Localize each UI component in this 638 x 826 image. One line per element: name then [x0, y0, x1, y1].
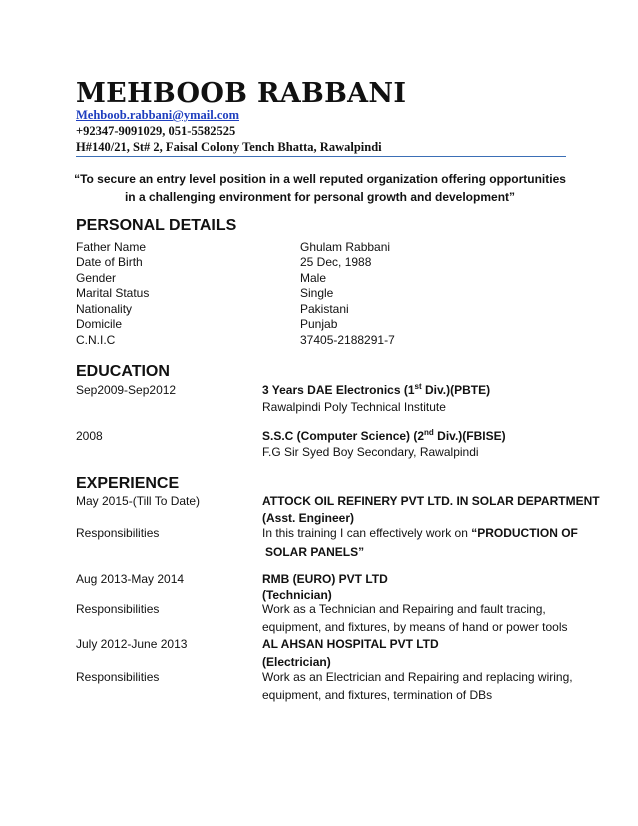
experience-role: (Asst. Engineer)	[262, 511, 355, 525]
experience-date: July 2012-June 2013	[76, 637, 188, 651]
education-institute: Rawalpindi Poly Technical Institute	[262, 400, 446, 414]
personal-label: Father Name	[76, 240, 147, 254]
experience-date: Aug 2013-May 2014	[76, 572, 185, 586]
experience-role: (Technician)	[262, 588, 332, 602]
personal-value: 25 Dec, 1988	[300, 255, 372, 269]
education-date: Sep2009-Sep2012	[76, 383, 177, 397]
experience-company: AL AHSAN HOSPITAL PVT LTD	[262, 637, 439, 651]
education-institute: F.G Sir Syed Boy Secondary, Rawalpindi	[262, 445, 479, 459]
responsibility-text: equipment, and fixtures, termination of DBs	[262, 688, 493, 702]
section-title-personal: PERSONAL DETAILS	[76, 217, 237, 234]
responsibilities-label: Responsibilities	[76, 602, 160, 616]
responsibility-text: equipment, and fixtures, by means of hand or power tools	[262, 620, 568, 634]
experience-date: May 2015-(Till To Date)	[76, 494, 201, 508]
responsibilities-label: Responsibilities	[76, 670, 160, 684]
address: H#140/21, St# 2, Faisal Colony Tench Bhatta, Rawalpindi	[76, 140, 382, 154]
personal-label: Marital Status	[76, 286, 150, 300]
responsibility-text: In this training I can effectively work on “PRODUCTION OF	[262, 526, 578, 540]
personal-label: Date of Birth	[76, 255, 143, 269]
responsibility-text: Work as an Electrician and Repairing and replacing wiring,	[262, 670, 573, 684]
candidate-name: MEHBOOB RABBANI	[76, 78, 407, 109]
personal-value: 37405-2188291-7	[300, 333, 395, 347]
personal-value: Male	[300, 271, 327, 285]
experience-company: ATTOCK OIL REFINERY PVT LTD. IN SOLAR DEPARTMENT	[262, 494, 600, 508]
personal-label: C.N.I.C	[76, 333, 116, 347]
section-title-education: EDUCATION	[76, 363, 170, 380]
personal-label: Domicile	[76, 317, 123, 331]
personal-value: Punjab	[300, 317, 338, 331]
education-date: 2008	[76, 429, 103, 443]
section-title-experience: EXPERIENCE	[76, 475, 180, 492]
phone-numbers: +92347-9091029, 051-5582525	[76, 124, 236, 138]
personal-value: Pakistani	[300, 302, 349, 316]
personal-value: Single	[300, 286, 334, 300]
experience-company: RMB (EURO) PVT LTD	[262, 572, 388, 586]
education-degree: S.S.C (Computer Science) (2nd Div.)(FBISE)	[262, 428, 506, 443]
personal-label: Gender	[76, 271, 117, 285]
personal-value: Ghulam Rabbani	[300, 240, 391, 254]
responsibility-text: SOLAR PANELS”	[265, 545, 365, 559]
email-link[interactable]: Mehboob.rabbani@ymail.com	[76, 108, 240, 122]
experience-role: (Electrician)	[262, 655, 331, 669]
objective-statement: “To secure an entry level position in a well reputed organization offering opportunities in a challenging environment for personal growth and development”	[74, 172, 566, 204]
responsibilities-label: Responsibilities	[76, 526, 160, 540]
header-divider	[76, 156, 566, 157]
responsibility-text: Work as a Technician and Repairing and fault tracing,	[262, 602, 546, 616]
education-degree: 3 Years DAE Electronics (1st Div.)(PBTE)	[262, 382, 491, 397]
personal-label: Nationality	[76, 302, 133, 316]
